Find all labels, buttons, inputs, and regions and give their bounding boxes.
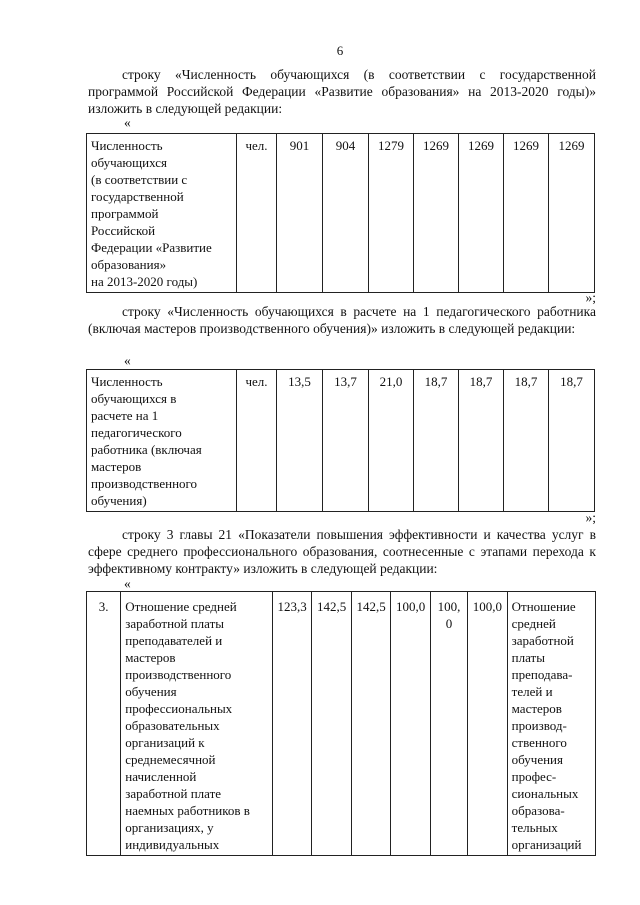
value-cell: 13,5 bbox=[277, 370, 323, 512]
value-cell: 100,0 bbox=[430, 592, 467, 856]
row-label: Отношение средней заработной платы преподавателей и мастеров производственного обучения профессиональных образовательных организаций к среднемесячной начисленной заработной плате наемных работников в организациях, у индивидуальных bbox=[121, 592, 273, 856]
value-cell: 18,7 bbox=[459, 370, 504, 512]
table-row bbox=[87, 592, 596, 856]
section2-open-quote: « bbox=[124, 353, 131, 368]
value-cell: 18,7 bbox=[549, 370, 595, 512]
row-label: Численность обучающихся в расчете на 1 педагогического работника (включая мастеров производственного обучения) bbox=[87, 370, 237, 512]
section3-table bbox=[86, 591, 596, 856]
value-cell: 100,0 bbox=[468, 592, 507, 856]
section3-open-quote: « bbox=[124, 576, 131, 591]
table-row bbox=[87, 370, 595, 512]
row-label: Численность обучающихся (в соответствии с государственной программой Российской Федерации «Развитие образования» на 2013-2020 годы) bbox=[87, 134, 237, 293]
value-cell: 142,5 bbox=[312, 592, 351, 856]
section1-close-quote: »; bbox=[585, 290, 596, 305]
section2-close-quote: »; bbox=[585, 510, 596, 525]
row-result: Отношение средней заработной платы преподава- телей и мастеров производ- ственного обучения профес- сиональных образова- тельных организаций bbox=[507, 592, 595, 856]
value-cell: 13,7 bbox=[323, 370, 369, 512]
value-cell: 1269 bbox=[459, 134, 504, 293]
section2-table bbox=[86, 369, 595, 512]
section3-intro: строку 3 главы 21 «Показатели повышения эффективности и качества услуг в сфере среднего профессионального образования, соотнесенные с этапами перехода к эффективному контракту» изложить в следующей редакции: bbox=[88, 527, 596, 576]
row-number: 3. bbox=[87, 592, 121, 856]
value-cell: 904 bbox=[323, 134, 369, 293]
row-unit: чел. bbox=[237, 370, 277, 512]
table-row bbox=[87, 134, 595, 293]
value-cell: 123,3 bbox=[272, 592, 311, 856]
value-cell: 1269 bbox=[504, 134, 549, 293]
section1-intro: строку «Численность обучающихся (в соответствии с государственной программой Российской Федерации «Развитие образования» на 2013-2020 годы)» изложить в следующей редакции: bbox=[88, 67, 596, 116]
value-cell: 901 bbox=[277, 134, 323, 293]
value-cell: 21,0 bbox=[369, 370, 414, 512]
value-cell: 18,7 bbox=[504, 370, 549, 512]
value-cell: 100,0 bbox=[391, 592, 430, 856]
section1-open-quote: « bbox=[124, 115, 131, 130]
page-number: 6 bbox=[336, 43, 344, 58]
value-cell: 1269 bbox=[549, 134, 595, 293]
value-cell: 1279 bbox=[369, 134, 414, 293]
value-cell: 142,5 bbox=[351, 592, 390, 856]
section1-table bbox=[86, 133, 595, 293]
row-unit: чел. bbox=[237, 134, 277, 293]
value-cell: 18,7 bbox=[414, 370, 459, 512]
value-cell: 1269 bbox=[414, 134, 459, 293]
section2-intro: строку «Численность обучающихся в расчете на 1 педагогического работника (включая мастеров производственного обучения)» изложить в следующей редакции: bbox=[88, 304, 596, 336]
